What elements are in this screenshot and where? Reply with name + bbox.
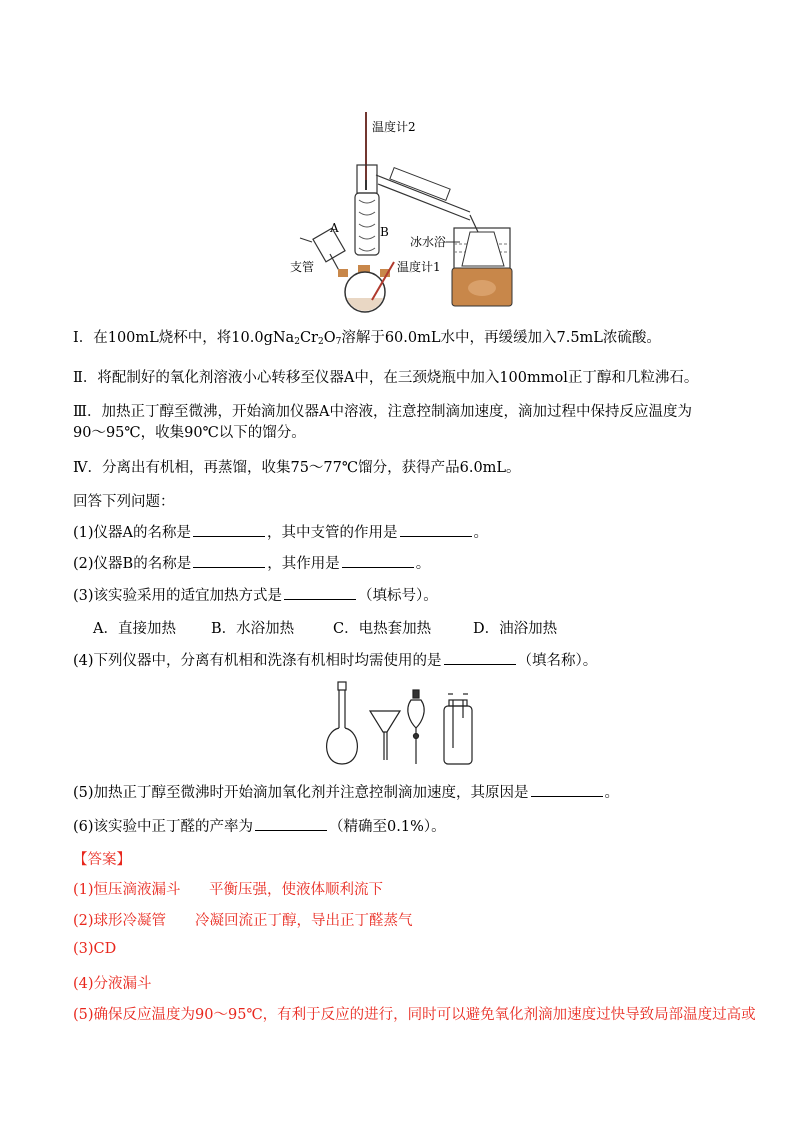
funnel-icon xyxy=(370,711,400,760)
volumetric-flask-icon xyxy=(327,682,358,764)
side-tube-label: 支管 xyxy=(290,260,315,274)
answer-blank[interactable] xyxy=(444,652,516,665)
thermometer2-label: 温度计2 xyxy=(372,120,416,134)
answer-4: (4)分液漏斗 xyxy=(73,976,152,992)
ice-bath-label: 冰水浴 xyxy=(410,235,447,249)
answer-blank[interactable] xyxy=(531,784,603,797)
step-2: Ⅱ．将配制好的氧化剂溶液小心转移至仪器A中，在三颈烧瓶中加入100mmol正丁醇和几粒沸石。 xyxy=(73,370,699,386)
answer-2: (2)球形冷凝管 冷凝回流正丁醇，导出正丁醛蒸气 xyxy=(73,913,413,929)
option-b[interactable]: B．水浴加热 xyxy=(211,621,295,637)
answer-blank[interactable] xyxy=(255,818,327,831)
answer-blank[interactable] xyxy=(193,555,265,568)
answer-blank[interactable] xyxy=(193,524,265,537)
question-6: (6)该实验中正丁醛的产率为 （精确至0.1%）。 xyxy=(73,819,446,835)
label-a: A xyxy=(330,221,339,235)
label-b: B xyxy=(380,225,389,239)
glassware-figure xyxy=(0,678,800,778)
answer-5: (5)确保反应温度为90～95℃，有利于反应的进行，同时可以避免氧化剂滴加速度过快导致局部温度过高或 xyxy=(73,1007,756,1023)
answer-blank[interactable] xyxy=(342,555,414,568)
questions-intro: 回答下列问题： xyxy=(73,494,175,510)
option-d[interactable]: D．油浴加热 xyxy=(473,621,558,637)
question-5: (5)加热正丁醇至微沸时开始滴加氧化剂并注意控制滴加速度，其原因是 。 xyxy=(73,785,620,801)
thermometer1-label: 温度计1 xyxy=(397,260,441,274)
step-1: Ⅰ．在100mL烧杯中，将$10.0gNa_2Cr_2O_7$溶解于60.0mL水中，再缓缓加入7.5mL浓硫酸。 xyxy=(73,330,661,347)
apparatus-figure xyxy=(0,0,800,320)
step-3-line1: Ⅲ．加热正丁醇至微沸，开始滴加仪器A中溶液，注意控制滴加速度，滴加过程中保持反应温度为 xyxy=(73,404,692,420)
answer-blank[interactable] xyxy=(400,524,472,537)
gas-washing-bottle-icon xyxy=(444,694,472,764)
question-3: (3)该实验采用的适宜加热方式是 （填标号）。 xyxy=(73,588,438,604)
answer-blank[interactable] xyxy=(284,587,356,600)
option-c[interactable]: C．电热套加热 xyxy=(333,621,432,637)
answer-3: (3)CD xyxy=(73,941,117,957)
question-2: (2)仪器B的名称是 ，其作用是 。 xyxy=(73,556,431,572)
answer-1: (1)恒压滴液漏斗 平衡压强，使液体顺利流下 xyxy=(73,882,383,898)
question-1: (1)仪器A的名称是 ，其中支管的作用是 。 xyxy=(73,525,489,541)
option-a[interactable]: A．直接加热 xyxy=(93,621,176,637)
separatory-funnel-icon xyxy=(408,690,424,764)
step-4: Ⅳ．分离出有机相，再蒸馏，收集75～77℃馏分，获得产品6.0mL。 xyxy=(73,460,521,476)
question-4: (4)下列仪器中，分离有机相和洗涤有机相时均需使用的是 （填名称）。 xyxy=(73,653,598,669)
step-3-line2: 90～95℃，收集90℃以下的馏分。 xyxy=(73,425,306,441)
answer-header: 【答案】 xyxy=(73,852,131,868)
question-3-options xyxy=(93,617,557,638)
